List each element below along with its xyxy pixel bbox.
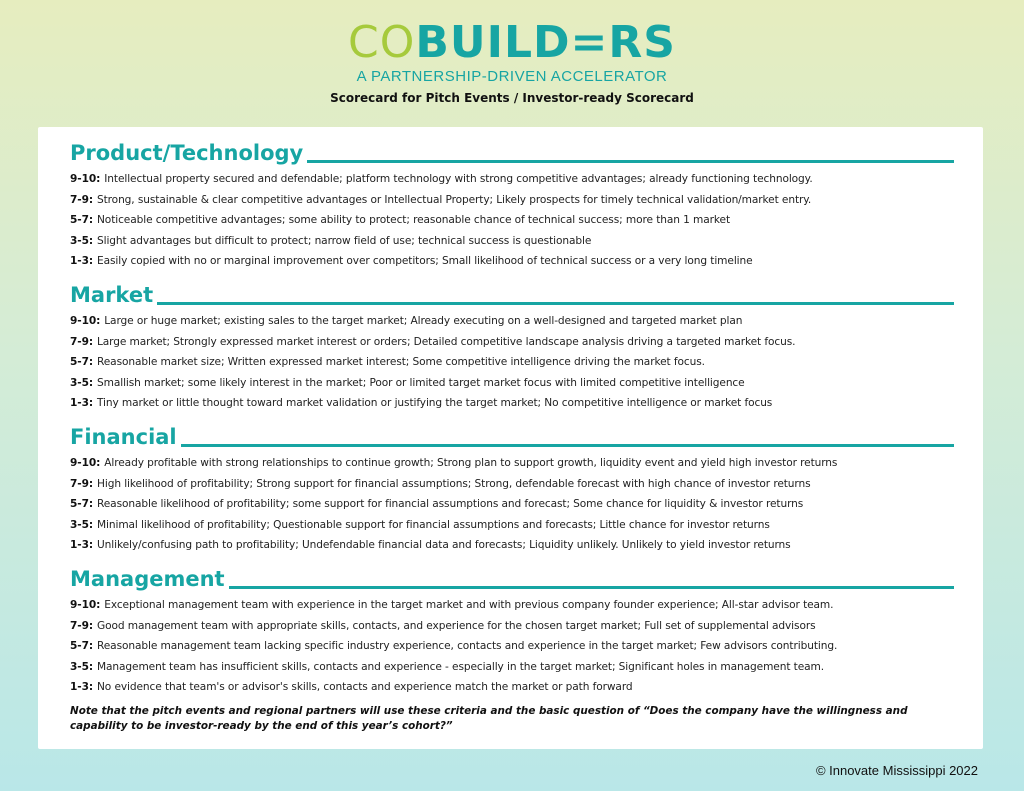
criterion-text: Good management team with appropriate skills, contacts, and experience for the chosen target market; Full set of supplemental advisors (96, 619, 816, 632)
criterion-text: Noticeable competitive advantages; some ability to protect; reasonable chance of technical success; more than 1 market (96, 214, 731, 227)
score-range: 1-3: (70, 397, 93, 410)
criterion-row (70, 657, 954, 678)
criterion-row (70, 393, 954, 414)
score-range: 1-3: (70, 681, 93, 694)
scorecard-subtitle: Scorecard for Pitch Events / Investor-ready Scorecard (330, 91, 694, 105)
criterion-text: Reasonable management team lacking specific industry experience, contacts and experience in the target market; Few advisors contributing. (96, 640, 838, 653)
criterion-text: Reasonable market size; Written expressed market interest; Some competitive intelligence driving the market focus. (96, 356, 705, 369)
score-range: 1-3: (70, 255, 93, 268)
logo-co-text: CO (348, 17, 416, 68)
criterion-text: Smallish market; some likely interest in the market; Poor or limited target market focus with limited competitive intelligence (96, 376, 745, 389)
criterion-text: Minimal likelihood of profitability; Questionable support for financial assumptions and forecasts; Little chance for investor returns (96, 518, 770, 531)
section-title: Management (70, 567, 225, 591)
criterion-row (70, 515, 954, 536)
criterion-row (70, 251, 954, 272)
cobuilders-logo (0, 18, 1024, 68)
criterion-row (70, 332, 954, 353)
section-financial (70, 421, 954, 556)
criterion-row (70, 352, 954, 373)
score-range: 5-7: (70, 498, 93, 511)
criterion-row (70, 190, 954, 211)
score-range: 9-10: (70, 315, 101, 327)
section-header (70, 563, 954, 591)
section-product-technology (70, 137, 954, 272)
scorecard-card (38, 127, 983, 749)
criterion-text: Intellectual property secured and defendable; platform technology with strong competitive advantages; already functioning technology. (104, 173, 813, 185)
section-market (70, 279, 954, 414)
page-header (0, 0, 1024, 120)
score-range: 9-10: (70, 599, 101, 611)
score-range: 3-5: (70, 376, 93, 389)
criterion-row (70, 453, 954, 474)
criterion-text: Exceptional management team with experience in the target market and with previous company founder experience; All-star advisor team. (104, 599, 834, 611)
section-header (70, 279, 954, 307)
criterion-text: Reasonable likelihood of profitability; some support for financial assumptions and forecast; Some chance for liquidity & investor returns (96, 498, 804, 511)
criterion-row (70, 636, 954, 657)
criterion-text: Large market; Strongly expressed market interest or orders; Detailed competitive landscape analysis driving a targeted market focus. (96, 335, 796, 348)
score-range: 7-9: (70, 193, 93, 206)
criterion-text: Large or huge market; existing sales to the target market; Already executing on a well-designed and targeted market plan (104, 315, 743, 327)
score-range: 3-5: (70, 518, 93, 531)
criteria-list (70, 453, 954, 556)
criterion-text: High likelihood of profitability; Strong support for financial assumptions; Strong, defendable forecast with high chance of investor returns (96, 477, 811, 490)
criterion-text: No evidence that team's or advisor's skills, contacts and experience match the market or path forward (96, 681, 633, 694)
section-rule (229, 586, 954, 589)
section-rule (157, 302, 954, 305)
criterion-text: Management team has insufficient skills, contacts and experience - especially in the target market; Significant holes in management team. (96, 660, 825, 673)
criterion-text: Easily copied with no or marginal improvement over competitors; Small likelihood of technical success or a very long timeline (96, 255, 753, 268)
criterion-row (70, 474, 954, 495)
criterion-row (70, 616, 954, 637)
criteria-list (70, 169, 954, 272)
score-range: 9-10: (70, 173, 101, 185)
criterion-row (70, 210, 954, 231)
criterion-text: Slight advantages but difficult to protect; narrow field of use; technical success is questionable (96, 234, 592, 247)
section-management (70, 563, 954, 698)
criterion-row (70, 494, 954, 515)
section-title: Product/Technology (70, 141, 304, 165)
section-header (70, 421, 954, 449)
criterion-row (70, 373, 954, 394)
score-range: 5-7: (70, 214, 93, 227)
score-range: 3-5: (70, 660, 93, 673)
section-rule (181, 444, 954, 447)
copyright-text: © Innovate Mississippi 2022 (815, 763, 978, 778)
criterion-text: Unlikely/confusing path to profitability; Undefendable financial data and forecasts; Liquidity unlikely. Unlikely to yield investor returns (96, 539, 791, 552)
score-range: 7-9: (70, 477, 93, 490)
section-title: Market (70, 283, 154, 307)
score-range: 1-3: (70, 539, 93, 552)
score-range: 5-7: (70, 356, 93, 369)
criterion-row (70, 595, 954, 616)
section-header (70, 137, 954, 165)
section-rule (307, 160, 954, 163)
score-range: 9-10: (70, 457, 101, 469)
criterion-row (70, 677, 954, 698)
score-range: 3-5: (70, 234, 93, 247)
logo-builders-text: BUILD=RS (415, 17, 676, 68)
score-range: 5-7: (70, 640, 93, 653)
criteria-list (70, 595, 954, 698)
criteria-list (70, 311, 954, 414)
section-title: Financial (70, 425, 177, 449)
criterion-row (70, 231, 954, 252)
criteria-note: Note that the pitch events and regional partners will use these criteria and the basic question of “Does the company have the willingness and capability to be investor-ready by the end of this year’s cohort?” (70, 705, 908, 732)
criterion-row (70, 311, 954, 332)
tagline: A PARTNERSHIP-DRIVEN ACCELERATOR (356, 68, 668, 85)
criterion-text: Already profitable with strong relationships to continue growth; Strong plan to support growth, liquidity event and yield high investor returns (104, 457, 838, 469)
criterion-row (70, 535, 954, 556)
criterion-text: Strong, sustainable & clear competitive advantages or Intellectual Property; Likely prospects for timely technical validation/market entry. (96, 193, 812, 206)
score-range: 7-9: (70, 335, 93, 348)
criterion-row (70, 169, 954, 190)
criterion-text: Tiny market or little thought toward market validation or justifying the target market; No competitive intelligence or market focus (96, 397, 773, 410)
score-range: 7-9: (70, 619, 93, 632)
